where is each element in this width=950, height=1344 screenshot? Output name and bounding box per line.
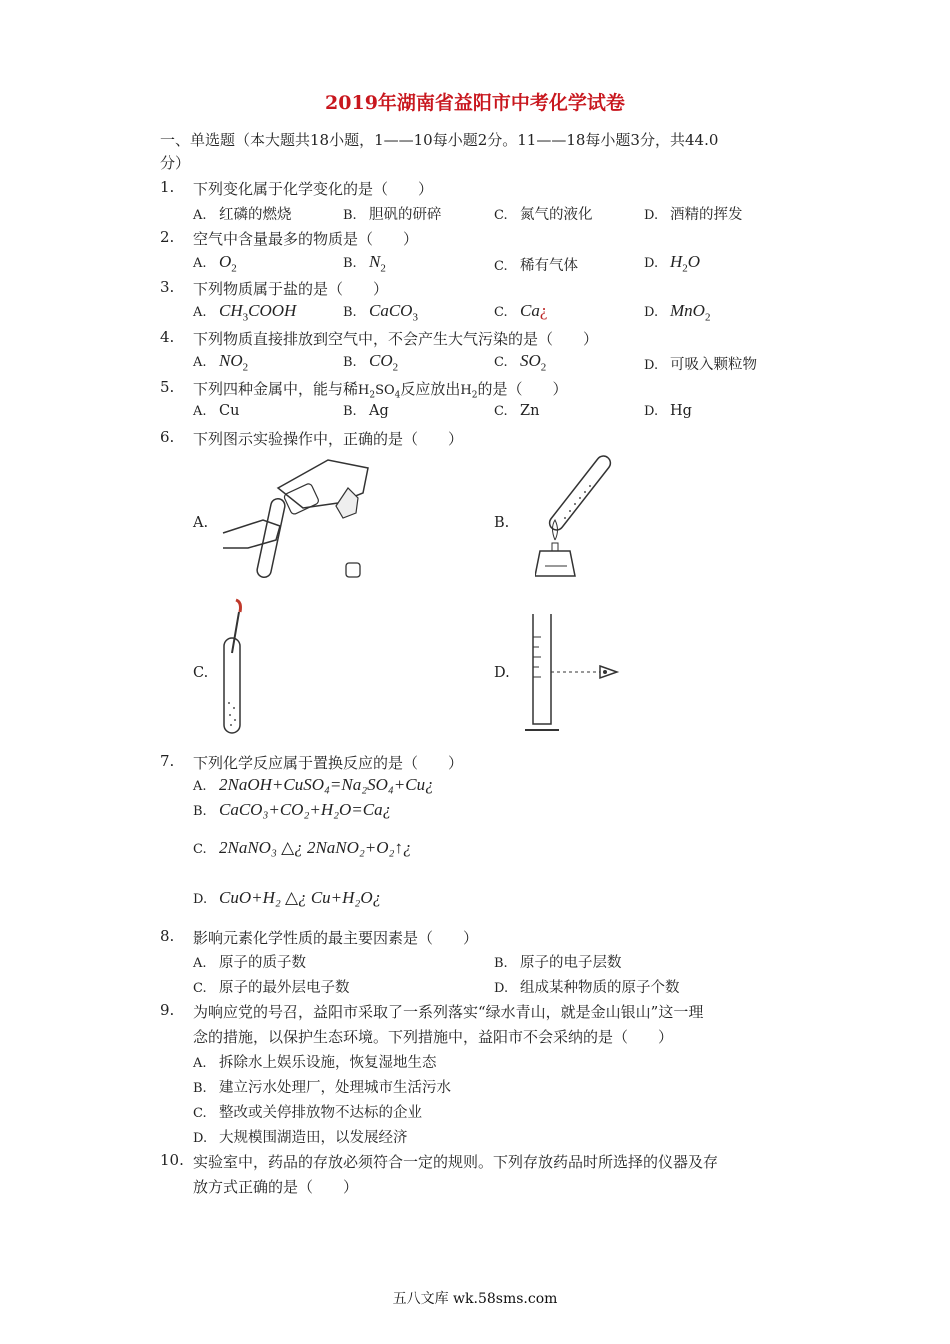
- question-text: 下列变化属于化学变化的是（ ）: [193, 180, 434, 198]
- question-text: 下列四种金属中，能与稀$H_2SO_4$反应放出$H_2$的是（ ）: [193, 380, 568, 401]
- dropper-test-tube-figure: [218, 598, 258, 738]
- option-c: C. 稀有气体: [494, 258, 578, 274]
- option-a: A. Cu: [193, 403, 240, 419]
- question-text: 下列图示实验操作中，正确的是（ ）: [193, 430, 464, 448]
- question-number: 3.: [160, 278, 175, 296]
- option-a: A. 原子的质子数: [193, 955, 306, 971]
- option-c: C. 原子的最外层电子数: [193, 980, 350, 996]
- option-a: A. $NO_2$: [193, 351, 249, 374]
- figure-label-b: B.: [494, 515, 510, 531]
- option-d: D. CuO+H₂ △¿ Cu+H₂O¿: [193, 888, 382, 907]
- question-text-cont: 放方式正确的是（ ）: [193, 1178, 359, 1196]
- option-b: B. CaCO₃+CO₂+H₂O=Ca¿: [193, 800, 392, 819]
- question-text: 影响元素化学性质的最主要因素是（ ）: [193, 929, 479, 947]
- question-number: 5.: [160, 378, 175, 396]
- option-d: D. 组成某种物质的原子个数: [494, 980, 680, 996]
- option-d: D. 酒精的挥发: [644, 207, 743, 223]
- question-number: 7.: [160, 752, 175, 770]
- heating-test-tube-figure: [535, 448, 625, 583]
- question-text: 实验室中，药品的存放必须符合一定的规则。下列存放药品时所选择的仪器及存: [193, 1153, 719, 1171]
- option-b: B. 原子的电子层数: [494, 955, 622, 971]
- question-number: 10.: [160, 1151, 184, 1169]
- option-a: A. 红磷的燃烧: [193, 207, 292, 223]
- option-d: D. 可吸入颗粒物: [644, 357, 757, 373]
- option-c: C. Zn: [494, 403, 540, 419]
- option-b: B. $N_2$: [343, 252, 386, 275]
- option-c: C. Ca¿: [494, 301, 548, 320]
- footer-watermark: 五八文库 wk.58sms.com: [392, 1291, 558, 1307]
- option-a: A. 拆除水上娱乐设施，恢复湿地生态: [193, 1055, 437, 1071]
- option-b: B. 建立污水处理厂，处理城市生活污水: [193, 1080, 451, 1096]
- question-text: 下列物质直接排放到空气中，不会产生大气污染的是（ ）: [193, 330, 599, 348]
- section-heading: 一、单选题（本大题共18小题，1——10每小题2分。11——18每小题3分，共44.0: [160, 131, 719, 149]
- option-d: D. Hg: [644, 403, 692, 419]
- option-a: A. 2NaOH+CuSO₄=Na₂SO₄+Cu¿: [193, 775, 434, 794]
- question-number: 9.: [160, 1001, 175, 1019]
- question-number: 8.: [160, 927, 175, 945]
- question-number: 4.: [160, 328, 175, 346]
- option-d: D. $H_2O$: [644, 252, 701, 275]
- question-number: 1.: [160, 178, 175, 196]
- question-text: 空气中含量最多的物质是（ ）: [193, 230, 419, 248]
- question-text: 为响应党的号召，益阳市采取了一系列落实“绿水青山，就是金山银山”这一理: [193, 1003, 704, 1021]
- option-c: C. 氮气的液化: [494, 207, 593, 223]
- option-b: B. 胆矾的研碎: [343, 207, 442, 223]
- graduated-cylinder-figure: [525, 612, 625, 737]
- section-heading-cont: 分）: [160, 154, 191, 172]
- pouring-liquid-figure: [218, 448, 388, 588]
- figure-label-d: D.: [494, 665, 510, 681]
- question-text-cont: 念的措施，以保护生态环境。下列措施中，益阳市不会采纳的是（ ）: [193, 1028, 674, 1046]
- option-c: C. $SO_2$: [494, 351, 547, 374]
- option-b: B. $CO_2$: [343, 351, 399, 374]
- option-c: C. 2NaNO₃ △¿ 2NaNO₂+O₂↑¿: [193, 838, 412, 857]
- figure-label-c: C.: [193, 665, 209, 681]
- option-a: A. $O_2$: [193, 252, 237, 275]
- figure-label-a: A.: [193, 515, 209, 531]
- question-text: 下列化学反应属于置换反应的是（ ）: [193, 754, 464, 772]
- option-d: D. MnO$_2$: [644, 301, 711, 324]
- question-text: 下列物质属于盐的是（ ）: [193, 280, 389, 298]
- page-title: 2019年湖南省益阳市中考化学试卷: [325, 92, 625, 114]
- question-number: 6.: [160, 428, 175, 446]
- option-b: B. Ag: [343, 403, 389, 419]
- option-d: D. 大规模围湖造田，以发展经济: [193, 1130, 408, 1146]
- option-a: A. $CH_3COOH$: [193, 301, 297, 324]
- question-number: 2.: [160, 228, 175, 246]
- option-b: B. CaCO$_3$: [343, 301, 418, 324]
- option-c: C. 整改或关停排放物不达标的企业: [193, 1105, 422, 1121]
